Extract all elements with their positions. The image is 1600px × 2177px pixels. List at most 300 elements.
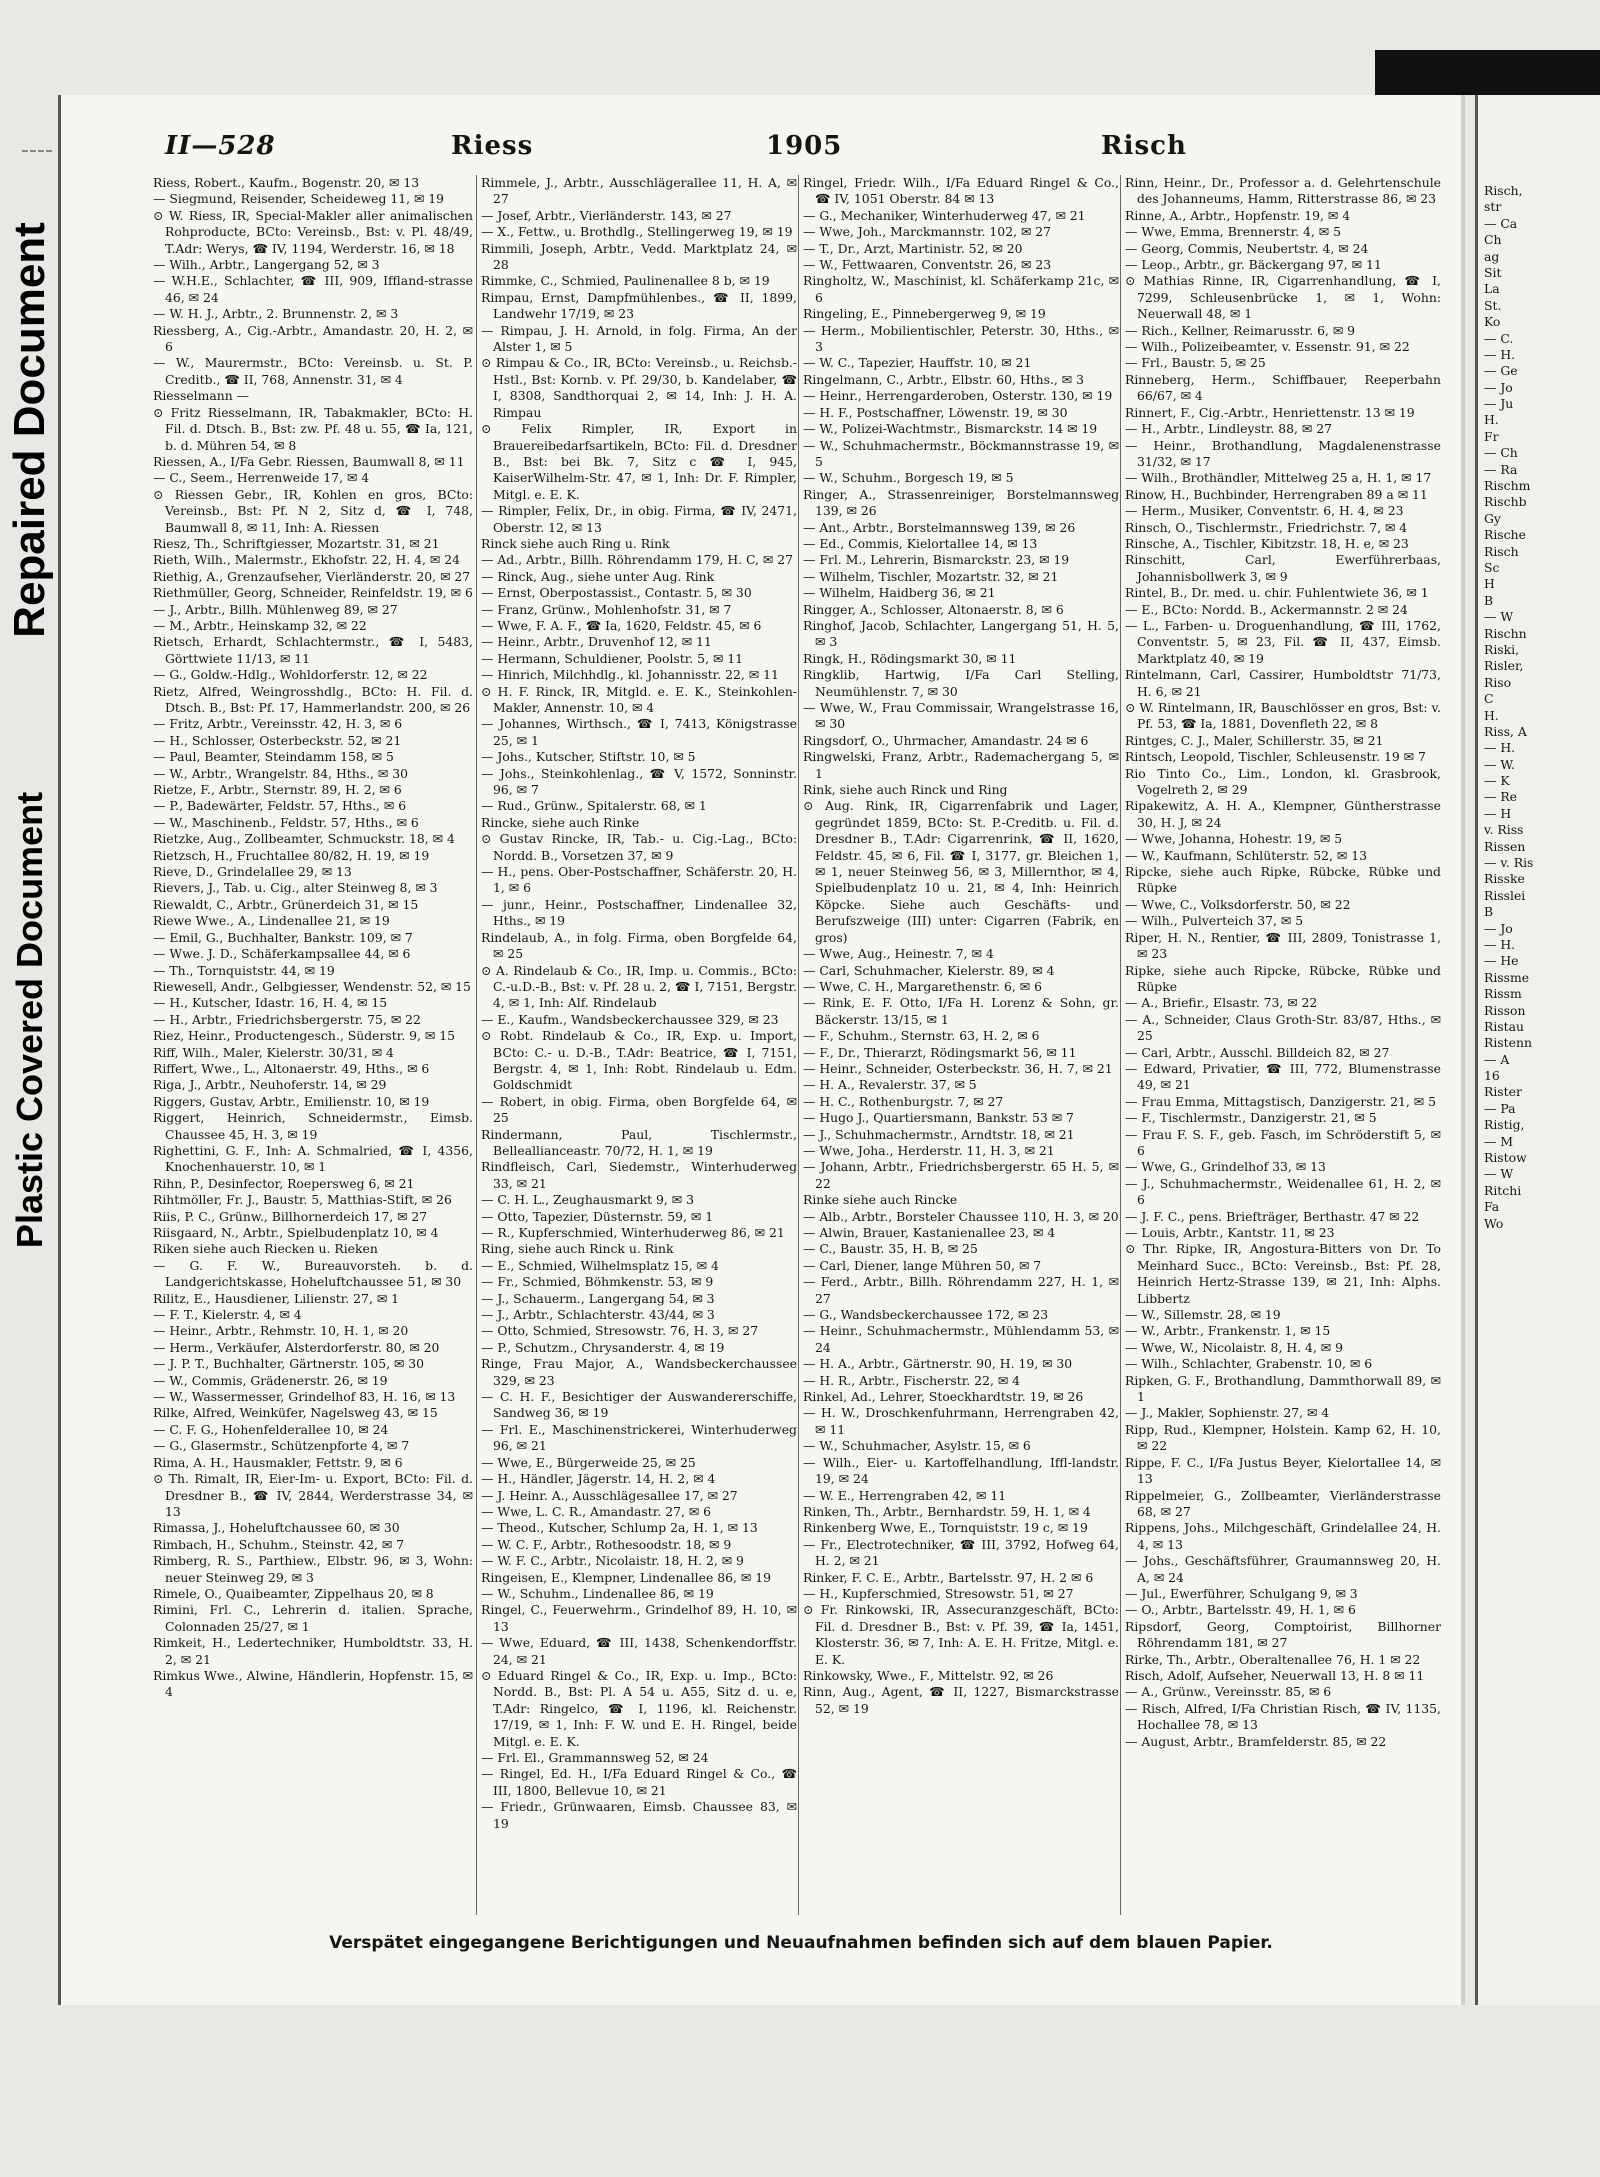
directory-entry: — W., Arbtr., Frankenstr. 1, ✉ 15	[1125, 1323, 1331, 1339]
directory-entry: — Rich., Kellner, Reimarusstr. 6, ✉ 9	[1125, 322, 1356, 338]
directory-entry: — Wwe. J. D., Schäferkampsallee 44, ✉ 6	[153, 946, 411, 962]
fragment-line: Riso	[1484, 674, 1512, 690]
fragment-line: Sit	[1484, 264, 1502, 280]
directory-entry: — J., Schuhmachermstr., Arndtstr. 18, ✉ 21	[803, 1126, 1075, 1142]
directory-entry: Rietze, F., Arbtr., Sternstr. 89, H. 2, ✉ 6	[153, 782, 402, 798]
directory-entry: — Wilhelm, Haidberg 36, ✉ 21	[803, 585, 996, 601]
directory-entry: — Hugo J., Quartiersmann, Bankstr. 53 ✉ 7	[803, 1110, 1074, 1126]
directory-entry: — W., Schuhmacher, Asylstr. 15, ✉ 6	[803, 1438, 1031, 1454]
directory-entry: — Ed., Commis, Kielortallee 14, ✉ 13	[803, 535, 1038, 551]
directory-entry: — J., Schuhmachermstr., Weidenallee 61, H. 2, ✉ 6	[1125, 1175, 1441, 1208]
directory-entry: — Ad., Arbtr., Billh. Röhrendamm 179, H. C, ✉ 27	[481, 552, 794, 568]
directory-entry: ⊙ Riessen Gebr., IR, Kohlen en gros, BCto: Vereinsb., Bst: Pf. N 2, Sitz d, ☎ I, 748, Baumwall 8, ✉ 11, Inh: A. Riessen	[153, 486, 473, 535]
directory-entry: — Franz, Grünw., Mohlenhofstr. 31, ✉ 7	[481, 601, 732, 617]
directory-entry: — G., Wandsbeckerchaussee 172, ✉ 23	[803, 1307, 1049, 1323]
directory-entry: — P., Schutzm., Chrysanderstr. 4, ✉ 19	[481, 1339, 725, 1355]
fragment-line: — Ju	[1484, 396, 1514, 412]
directory-entry: Riethmüller, Georg, Schneider, Reinfeldstr. 19, ✉ 6	[153, 585, 473, 601]
directory-entry: — junr., Heinr., Postschaffner, Lindenallee 32, Hths., ✉ 19	[481, 896, 797, 929]
directory-entry: Riez, Heinr., Productengesch., Süderstr. 9, ✉ 15	[153, 1028, 455, 1044]
directory-entry: — Johann, Arbtr., Friedrichsbergerstr. 65 H. 5, ✉ 22	[803, 1159, 1119, 1191]
directory-entry: — C. H. L., Zeughausmarkt 9, ✉ 3	[481, 1192, 694, 1208]
directory-entry: Rinschitt, Carl, Ewerführerbaas, Johannisbollwerk 3, ✉ 9	[1125, 552, 1441, 584]
directory-entry: — O., Arbtr., Bartelsstr. 49, H. 1, ✉ 6	[1125, 1602, 1356, 1618]
fragment-line: Rischb	[1484, 494, 1527, 510]
directory-entry: Rietsch, Erhardt, Schlachtermstr., ☎ I, 5483, Görttwiete 11/13, ✉ 11	[153, 634, 473, 666]
directory-entry: — Wwe, Eduard, ☎ III, 1438, Schenkendorffstr. 24, ✉ 21	[481, 1635, 797, 1667]
directory-entry: — W., Maschinenb., Feldstr. 57, Hths., ✉ 6	[153, 814, 419, 830]
directory-entry: — Wwe, Johanna, Hohestr. 19, ✉ 5	[1125, 831, 1343, 847]
directory-entry: — Siegmund, Reisender, Scheideweg 11, ✉ 19	[153, 191, 445, 207]
directory-entry: — H., Kupferschmied, Stresowstr. 51, ✉ 27	[803, 1585, 1074, 1601]
directory-entry: — Th., Tornquiststr. 44, ✉ 19	[153, 962, 335, 978]
directory-entry: — Frl., Baustr. 5, ✉ 25	[1125, 355, 1266, 371]
fragment-line: — Jo	[1484, 920, 1513, 936]
fragment-line: Wo	[1484, 1215, 1504, 1231]
directory-entry: — Wilh., Schlachter, Grabenstr. 10, ✉ 6	[1125, 1356, 1373, 1372]
directory-entry: — Wilh., Pulverteich 37, ✉ 5	[1125, 913, 1304, 929]
fragment-line: 16	[1484, 1068, 1500, 1084]
directory-entry: — W., Sillemstr. 28, ✉ 19	[1125, 1307, 1281, 1323]
fragment-line: Ch	[1484, 232, 1502, 248]
entry-columns	[153, 175, 1443, 1915]
directory-entry: — W. F. C., Arbtr., Nicolaistr. 18, H. 2, ✉ 9	[481, 1553, 744, 1569]
directory-entry: — Herm., Verkäufer, Alsterdorferstr. 80, ✉ 20	[153, 1339, 440, 1355]
fragment-line: — Pa	[1484, 1100, 1516, 1116]
directory-entry: — W. H. J., Arbtr., 2. Brunnenstr. 2, ✉ 3	[153, 306, 399, 322]
directory-entry: Ringeisen, E., Klempner, Lindenallee 86, ✉ 19	[481, 1569, 771, 1585]
directory-entry: ⊙ W. Riess, IR, Special-Makler aller animalischen Rohproducte, BCto: Vereinsb., Bst: v. Pl. 48/49, T.Adr: Werys, ☎ IV, 1194, Werderstr. 16, ✉ 18	[153, 207, 473, 256]
directory-entry: — J., Arbtr., Schlachterstr. 43/44, ✉ 3	[481, 1307, 715, 1323]
directory-entry: — G. F. W., Bureauvorsteh. b. d. Landgerichtskasse, Hoheluftchaussee 51, ✉ 30	[153, 1257, 473, 1290]
fragment-line: Rister	[1484, 1084, 1522, 1100]
fragment-line: v. Riss	[1484, 822, 1524, 838]
directory-entry: — Rinck, Aug., siehe unter Aug. Rink	[481, 568, 715, 584]
directory-entry: ⊙ Thr. Ripke, IR, Angostura-Bitters von Dr. To Meinhard Succ., BCto: Vereinsb., Bst: Pf. 28, Heinrich Hertz-Strasse 139, ✉ 21, Inh: Alphs. Libbertz	[1125, 1241, 1441, 1306]
directory-entry: Rinne, A., Arbtr., Hopfenstr. 19, ✉ 4	[1125, 207, 1351, 223]
directory-entry: — Risch, Alfred, I/Fa Christian Risch, ☎ IV, 1135, Hochallee 78, ✉ 13	[1125, 1700, 1441, 1733]
directory-entry: — X., Fettw., u. Brothdlg., Stellingerweg 19, ✉ 19	[481, 224, 793, 240]
fragment-line: — A	[1484, 1051, 1510, 1067]
directory-entry: — Frl. El., Grammannsweg 52, ✉ 24	[481, 1750, 709, 1765]
directory-entry: Rinkel, Ad., Lehrer, Stoeckhardtstr. 19, ✉ 26	[803, 1389, 1084, 1405]
directory-entry: — Johs., Kutscher, Stiftstr. 10, ✉ 5	[481, 749, 696, 765]
fragment-line: Risch,	[1484, 183, 1523, 198]
directory-entry: — W., Maurermstr., BCto: Vereinsb. u. St. P. Creditb., ☎ II, 768, Annenstr. 31, ✉ 4	[153, 355, 473, 387]
directory-entry: — F. T., Kielerstr. 4, ✉ 4	[153, 1307, 302, 1323]
directory-entry: Rihtmöller, Fr. J., Baustr. 5, Matthias-Stift, ✉ 26	[153, 1192, 452, 1208]
directory-entry: — P., Badewärter, Feldstr. 57, Hths., ✉ 6	[153, 798, 407, 814]
directory-entry: Riggers, Gustav, Arbtr., Emilienstr. 10, ✉ 19	[153, 1093, 430, 1109]
fragment-line: Fr	[1484, 428, 1499, 444]
directory-entry: — Frl. E., Maschinenstrickerei, Winterhuderweg 96, ✉ 21	[481, 1421, 797, 1454]
directory-entry: Rieth, Wilh., Malermstr., Ekhofstr. 22, H. 4, ✉ 24	[153, 552, 460, 568]
directory-entry: ⊙ Th. Rimalt, IR, Eier-Im- u. Export, BCto: Fil. d. Dresdner B., ☎ IV, 2844, Werderstrasse 34, ✉ 13	[153, 1471, 473, 1519]
directory-entry: Ringeling, E., Pinnebergerweg 9, ✉ 19	[803, 306, 1046, 322]
directory-entry: Ring, siehe auch Rinck u. Rink	[481, 1241, 674, 1257]
directory-entry: — Wilh., Brothändler, Mittelweg 25 a, H. 1, ✉ 17	[1125, 470, 1432, 486]
directory-entry: — H. F., Postschaffner, Löwenstr. 19, ✉ 30	[803, 404, 1068, 420]
directory-entry: Rimbach, H., Schuhm., Steinstr. 42, ✉ 7	[153, 1536, 405, 1552]
directory-entry: Rinsche, A., Tischler, Kibitzstr. 18, H. e, ✉ 23	[1125, 535, 1409, 551]
directory-entry: Rincke, siehe auch Rinke	[481, 814, 640, 830]
directory-entry: Rinn, Aug., Agent, ☎ II, 1227, Bismarckstrasse 52, ✉ 19	[803, 1684, 1119, 1716]
fragment-line: — H.	[1484, 936, 1516, 952]
directory-entry: Rieve, D., Grindelallee 29, ✉ 13	[153, 864, 352, 880]
directory-entry: ⊙ Felix Rimpler, IR, Export in Brauereibedarfsartikeln, BCto: Fil. d. Dresdner B., Bst: bei Bk. 7, Sitz c ☎ I, 945, KaiserWilhelm-Str. 47, ✉ 1, Inh: Dr. F. Rimpler, Mitgl. e. E. K.	[481, 421, 797, 502]
fragment-line: H	[1484, 576, 1495, 592]
directory-entry: — H., Arbtr., Friedrichsbergerstr. 75, ✉ 22	[153, 1011, 421, 1027]
directory-entry: Rimmke, C., Schmied, Paulinenallee 8 b, ✉ 19	[481, 273, 770, 289]
directory-entry: ⊙ A. Rindelaub & Co., IR, Imp. u. Commis., BCto: C.-u.D.-B., Bst: v. Pf. 28 u. 2, ☎ I, 7151, Bergstr. 4, ✉ 1, Inh: Alf. Rindelaub	[481, 962, 797, 1011]
directory-entry: — W., Kaufmann, Schlüterstr. 52, ✉ 13	[1125, 847, 1367, 863]
directory-entry: Riffert, Wwe., L., Altonaerstr. 49, Hths., ✉ 6	[153, 1060, 430, 1076]
directory-entry: Riesz, Th., Schriftgiesser, Mozartstr. 31, ✉ 21	[153, 535, 440, 551]
directory-entry: — A., Grünw., Vereinsstr. 85, ✉ 6	[1125, 1684, 1332, 1700]
fragment-line: Ko	[1484, 314, 1501, 330]
directory-entry: Rinsch, O., Tischlermstr., Friedrichstr. 7, ✉ 4	[1125, 519, 1408, 535]
directory-entry: — W., Schuhm., Lindenallee 86, ✉ 19	[481, 1585, 714, 1601]
directory-entry: — J., Arbtr., Billh. Mühlenweg 89, ✉ 27	[153, 601, 398, 617]
directory-entry: — Herm., Musiker, Conventstr. 6, H. 4, ✉ 23	[1125, 503, 1404, 519]
directory-entry: Ringsdorf, O., Uhrmacher, Amandastr. 24 ✉ 6	[803, 732, 1089, 748]
directory-entry: — Wwe, Aug., Heinestr. 7, ✉ 4	[803, 946, 994, 962]
directory-entry: Riewesell, Andr., Gelbgiesser, Wendenstr. 52, ✉ 15	[153, 978, 471, 994]
fragment-line: — C.	[1484, 330, 1514, 346]
directory-entry: — A., Briefir., Elsastr. 73, ✉ 22	[1125, 995, 1318, 1011]
page-number: II—528	[165, 131, 276, 161]
directory-entry: Rindermann, Paul, Tischlermstr., Belleallianceastr. 70/72, H. 1, ✉ 19	[481, 1126, 797, 1158]
directory-entry: — Friedr., Grünwaaren, Eimsb. Chaussee 83, ✉ 19	[481, 1799, 797, 1831]
directory-entry: Rietzsch, H., Fruchtallee 80/82, H. 19, ✉ 19	[153, 847, 430, 863]
directory-entry: — Wwe, W., Nicolaistr. 8, H. 4, ✉ 9	[1125, 1339, 1343, 1355]
fragment-line: — H.	[1484, 740, 1516, 756]
directory-entry: Rippens, Johs., Milchgeschäft, Grindelallee 24, H. 4, ✉ 13	[1125, 1520, 1441, 1552]
fragment-line: — He	[1484, 953, 1519, 969]
directory-entry: — Ringel, Ed. H., I/Fa Eduard Ringel & Co., ☎ III, 1800, Bellevue 10, ✉ 21	[481, 1766, 797, 1798]
directory-entry: Riethig, A., Grenzaufseher, Vierländerstr. 20, ✉ 27	[153, 568, 471, 584]
fragment-line: St.	[1484, 297, 1502, 313]
directory-entry: Rimele, O., Quaibeamter, Zippelhaus 20, ✉ 8	[153, 1585, 434, 1601]
fragment-line: Ritchi	[1484, 1182, 1522, 1198]
fragment-line: Ristig,	[1484, 1117, 1525, 1133]
directory-entry: ⊙ Rimpau & Co., IR, BCto: Vereinsb., u. Reichsb.-Hstl., Bst: Kornb. v. Pf. 29/30, b. Kandelaber, ☎ I, 8308, Sandthorquai 2, ✉ 14, Inh: J. H. A. Rimpau	[481, 355, 797, 420]
directory-entry: — F., Dr., Thierarzt, Rödingsmarkt 56, ✉ 11	[803, 1044, 1077, 1060]
directory-entry: — Wwe, C. H., Margarethenstr. 6, ✉ 6	[803, 978, 1043, 994]
directory-entry: — Hinrich, Milchhdlg., kl. Johannisstr. 22, ✉ 11	[481, 667, 779, 683]
directory-entry: — H. A., Arbtr., Gärtnerstr. 90, H. 19, ✉ 30	[803, 1356, 1073, 1372]
directory-entry: — J. P. T., Buchhalter, Gärtnerstr. 105, ✉ 30	[153, 1356, 425, 1372]
directory-entry: — W.H.E., Schlachter, ☎ III, 909, Iffland-strasse 46, ✉ 24	[153, 273, 473, 305]
directory-entry: — Edward, Privatier, ☎ III, 772, Blumenstrasse 49, ✉ 21	[1125, 1060, 1441, 1093]
directory-entry: — T., Dr., Arzt, Martinistr. 52, ✉ 20	[803, 240, 1023, 256]
directory-entry: Ringhof, Jacob, Schlachter, Langergang 51, H. 5, ✉ 3	[803, 617, 1119, 650]
directory-entry: — G., Glasermstr., Schützenpforte 4, ✉ 7	[153, 1438, 410, 1454]
fragment-line: — W.	[1484, 756, 1515, 772]
fragment-line: Gy	[1484, 510, 1501, 526]
directory-entry: — Fr., Electrotechniker, ☎ III, 3792, Hofweg 64, H. 2, ✉ 21	[803, 1536, 1119, 1569]
directory-entry: Rinken, Th., Arbtr., Bernhardstr. 59, H. 1, ✉ 4	[803, 1503, 1091, 1519]
directory-entry: — Leop., Arbtr., gr. Bäckergang 97, ✉ 11	[1125, 257, 1382, 273]
directory-entry: ⊙ Mathias Rinne, IR, Cigarrenhandlung, ☎ I, 7299, Schleusenbrücke 1, ✉ 1, Wohn: Neuerwall 48, ✉ 1	[1125, 273, 1441, 322]
directory-entry: Rietz, Alfred, Weingrosshdlg., BCto: H. Fil. d. Dtsch. B., Bst: Pf. 17, Hammerlandstr. 200, ✉ 26	[153, 683, 473, 715]
fragment-line: Fa	[1484, 1199, 1500, 1215]
directory-entry: Riggert, Heinrich, Schneidermstr., Eimsb. Chaussee 45, H. 3, ✉ 19	[153, 1110, 473, 1142]
directory-entry: Riken siehe auch Riecken u. Rieken	[153, 1241, 378, 1257]
directory-entry: Riewaldt, C., Arbtr., Grünerdeich 31, ✉ 15	[153, 896, 419, 912]
directory-entry: — J. Heinr. A., Ausschlägesallee 17, ✉ 27	[481, 1487, 738, 1503]
directory-entry: — C., Seem., Herrenweide 17, ✉ 4	[153, 470, 370, 486]
directory-entry: — H. C., Rothenburgstr. 7, ✉ 27	[803, 1093, 1004, 1109]
directory-entry: ⊙ W. Rintelmann, IR, Bauschlösser en gros, Bst: v. Pf. 53, ☎ Ia, 1881, Dovenfleth 22, ✉ 8	[1125, 700, 1441, 732]
directory-entry: — Fr., Schmied, Böhmkenstr. 53, ✉ 9	[481, 1274, 714, 1290]
directory-entry: — Wwe, F. A. F., ☎ Ia, 1620, Feldstr. 45, ✉ 6	[481, 617, 762, 633]
repaired-document-label: Repaired Document	[5, 222, 55, 638]
fragment-line: Risske	[1484, 871, 1525, 887]
plastic-covered-label: Plastic Covered Document	[9, 791, 51, 1249]
directory-entry: Rippelmeier, G., Zollbeamter, Vierländerstrasse 68, ✉ 27	[1125, 1487, 1441, 1519]
fragment-line: Rissen	[1484, 838, 1526, 854]
directory-entry: — Wwe, Joh., Marckmannstr. 102, ✉ 27	[803, 224, 1052, 240]
directory-entry: — A., Schneider, Claus Groth-Str. 83/87, Hths., ✉ 25	[1125, 1011, 1441, 1044]
directory-entry: Rippe, F. C., I/Fa Justus Beyer, Kielortallee 14, ✉ 13	[1125, 1454, 1441, 1487]
directory-entry: — H., Kutscher, Idastr. 16, H. 4, ✉ 15	[153, 995, 388, 1011]
directory-entry: — W., Schuhm., Borgesch 19, ✉ 5	[803, 470, 1014, 486]
directory-entry: Ripken, G. F., Brothandlung, Dammthorwall 89, ✉ 1	[1125, 1372, 1441, 1405]
fragment-line: Rischn	[1484, 625, 1527, 641]
fragment-line: — W	[1484, 1166, 1514, 1182]
fragment-line: — M	[1484, 1133, 1514, 1149]
fragment-line: La	[1484, 281, 1500, 297]
directory-entry: — Ferd., Arbtr., Billh. Röhrendamm 227, H. 1, ✉ 27	[803, 1274, 1119, 1306]
directory-entry: Ringwelski, Franz, Arbtr., Rademachergang 5, ✉ 1	[803, 749, 1119, 781]
directory-entry: Riewe Wwe., A., Lindenallee 21, ✉ 19	[153, 913, 390, 929]
directory-entry: ⊙ Fr. Rinkowski, IR, Assecuranzgeschäft, BCto: Fil. d. Dresdner B., Bst: v. Pf. 39, ☎ Ia, 1451, Klosterstr. 36, ✉ 7, Inh: A. E. H. Fritze, Mitgl. e. E. K.	[803, 1602, 1119, 1667]
directory-entry: Rinn, Heinr., Dr., Professor a. d. Gelehrtenschule des Johanneums, Hamm, Ritterstrasse 86, ✉ 23	[1125, 175, 1441, 207]
directory-entry: — Ernst, Oberpostassist., Contastr. 5, ✉ 30	[481, 585, 752, 601]
directory-entry: — L., Farben- u. Droguenhandlung, ☎ III, 1762, Conventstr. 5, ✉ 23, Fil. ☎ II, 437, Eimsb. Marktplatz 40, ✉ 19	[1125, 617, 1441, 666]
directory-entry: — Carl, Diener, lange Mühren 50, ✉ 7	[803, 1257, 1042, 1273]
directory-entry: Riesselmann —	[153, 388, 250, 404]
fragment-line: H.	[1484, 707, 1499, 723]
directory-entry: ⊙ Gustav Rincke, IR, Tab.- u. Cig.-Lag., BCto: Nordd. B., Vorsetzen 37, ✉ 9	[481, 831, 797, 863]
directory-entry: — Heinr., Schuhmachermstr., Mühlendamm 53, ✉ 24	[803, 1323, 1119, 1355]
directory-entry: — E., Schmied, Wilhelmsplatz 15, ✉ 4	[481, 1257, 719, 1273]
directory-entry: — H., Schlosser, Osterbeckstr. 52, ✉ 21	[153, 732, 402, 748]
fragment-line: Rissme	[1484, 969, 1530, 985]
directory-entry: Riis, P. C., Grünw., Billhornerdeich 17, ✉ 27	[153, 1208, 428, 1224]
directory-entry: Rinneberg, Herm., Schiffbauer, Reeperbahn 66/67, ✉ 4	[1125, 371, 1441, 404]
directory-entry: — Heinr., Arbtr., Druvenhof 12, ✉ 11	[481, 634, 712, 650]
header-year: 1905	[766, 131, 843, 161]
directory-entry: — Carl, Schuhmacher, Kielerstr. 89, ✉ 4	[803, 962, 1055, 978]
corner-black-patch	[1375, 50, 1600, 95]
directory-entry: Ringer, A., Strassenreiniger, Borstelmannsweg 139, ✉ 26	[803, 486, 1119, 519]
directory-entry: — H., Händler, Jägerstr. 14, H. 2, ✉ 4	[481, 1471, 716, 1487]
directory-entry: Rilke, Alfred, Weinküfer, Nagelsweg 43, ✉ 15	[153, 1405, 438, 1421]
directory-entry: — W., Schuhmachermstr., Böckmannstrasse 19, ✉ 5	[803, 437, 1119, 469]
column-2	[476, 175, 797, 1915]
fragment-line: — Ge	[1484, 363, 1518, 379]
directory-entry: — W. C., Tapezier, Hauffstr. 10, ✉ 21	[803, 355, 1032, 371]
directory-entry: — Robert, in obig. Firma, oben Borgfelde 64, ✉ 25	[481, 1093, 797, 1126]
directory-entry: — Heinr., Brothandlung, Magdalenenstrasse 31/32, ✉ 17	[1125, 437, 1441, 469]
directory-entry: — Alb., Arbtr., Borsteler Chaussee 110, H. 3, ✉ 20	[803, 1208, 1119, 1224]
directory-entry: Rinke siehe auch Rincke	[803, 1192, 958, 1208]
fragment-line: — W	[1484, 609, 1514, 625]
directory-entry: — Ant., Arbtr., Borstelmannsweg 139, ✉ 26	[803, 519, 1076, 535]
directory-entry: Rimmili, Joseph, Arbtr., Vedd. Marktplatz 24, ✉ 28	[481, 240, 797, 273]
directory-entry: — Wwe, E., Bürgerweide 25, ✉ 25	[481, 1454, 696, 1470]
directory-entry: Ringklib, Hartwig, I/Fa Carl Stelling, Neumühlenstr. 7, ✉ 30	[803, 667, 1119, 699]
directory-entry: — Wilh., Polizeibeamter, v. Essenstr. 91, ✉ 22	[1125, 339, 1410, 355]
directory-entry: — Rink, E. F. Otto, I/Fa H. Lorenz & Sohn, gr. Bäckerstr. 13/15, ✉ 1	[803, 995, 1119, 1027]
column-3	[798, 175, 1119, 1915]
directory-entry: Ringel, Friedr. Wilh., I/Fa Eduard Ringel & Co., ☎ IV, 1051 Oberstr. 84 ✉ 13	[803, 175, 1119, 207]
fragment-line: Risch	[1484, 543, 1519, 559]
directory-entry: Ripakewitz, A. H. A., Klempner, Güntherstrasse 30, H. J, ✉ 24	[1125, 798, 1441, 830]
fragment-line: Rische	[1484, 527, 1526, 543]
directory-entry: — Jul., Ewerführer, Schulgang 9, ✉ 3	[1125, 1585, 1358, 1601]
directory-entry: ⊙ Aug. Rink, IR, Cigarrenfabrik und Lager, gegründet 1859, BCto: St. P.-Creditb. u. Fil. d. Dresdner B., T.Adr: Cigarrenrink, ☎ II, 1620, Feldstr. 45, ✉ 6, Fil. ☎ I, 3177, gr. Bleichen 1, ✉ 1, neuer Steinweg 56, ✉ 3, Millernthor, ✉ 4, Spielbudenplatz 10 u. 21, ✉ 4, Inh: Heinrich Köpcke. Siehe auch Geschäfts- und Berufszweige (III) unter: Cigarren (Fabrik, en gros)	[803, 798, 1119, 945]
directory-entry: Rinkenberg Wwe, E., Tornquiststr. 19 c, ✉ 19	[803, 1520, 1088, 1536]
directory-entry: Rindfleisch, Carl, Siedemstr., Winterhuderweg 33, ✉ 21	[481, 1159, 797, 1191]
directory-entry: — Louis, Arbtr., Kantstr. 11, ✉ 23	[1125, 1225, 1335, 1240]
directory-entry: — Fritz, Arbtr., Vereinsstr. 42, H. 3, ✉ 6	[153, 716, 403, 732]
fragment-line: — Ca	[1484, 215, 1518, 231]
directory-entry: Rintges, C. J., Maler, Schillerstr. 35, ✉ 21	[1125, 732, 1384, 748]
directory-entry: — Rimpler, Felix, Dr., in obig. Firma, ☎ IV, 2471, Oberstr. 12, ✉ 13	[481, 503, 797, 535]
directory-entry: — Rud., Grünw., Spitalerstr. 68, ✉ 1	[481, 798, 707, 814]
fragment-line: — H.	[1484, 346, 1516, 362]
fragment-line: Rischm	[1484, 478, 1531, 494]
directory-entry: ⊙ Eduard Ringel & Co., IR, Exp. u. Imp., BCto: Nordd. B., Bst: Pl. A 54 u. A55, Sitz d. u. e, T.Adr: Ringelco, ☎ I, 1196, kl. Reichenstr. 17/19, ✉ 1, Inh: F. W. und E. H. Ringel, beide Mitgl. e. E. K.	[481, 1667, 797, 1749]
directory-entry: — Carl, Arbtr., Ausschl. Billdeich 82, ✉ 27	[1125, 1044, 1390, 1060]
directory-entry: Riga, J., Arbtr., Neuhoferstr. 14, ✉ 29	[153, 1077, 387, 1093]
directory-entry: Ripp, Rud., Klempner, Holstein. Kamp 62, H. 10, ✉ 22	[1125, 1421, 1441, 1454]
directory-entry: — H., pens. Ober-Postschaffner, Schäferstr. 20, H. 1, ✉ 6	[481, 864, 797, 896]
directory-entry: Rimmele, J., Arbtr., Ausschlägerallee 11, H. A, ✉ 27	[481, 175, 797, 207]
directory-entry: Rima, A. H., Hausmakler, Fettstr. 9, ✉ 6	[153, 1454, 403, 1470]
directory-entry: — Paul, Beamter, Steindamm 158, ✉ 5	[153, 749, 394, 765]
directory-entry: Rindelaub, A., in folg. Firma, oben Borgfelde 64, ✉ 25	[481, 929, 797, 962]
directory-entry: — Alwin, Brauer, Kastanienallee 23, ✉ 4	[803, 1225, 1056, 1240]
directory-entry: — Wilh., Arbtr., Langergang 52, ✉ 3	[153, 257, 380, 273]
directory-entry: Rihn, P., Desinfector, Roepersweg 6, ✉ 21	[153, 1175, 415, 1191]
directory-entry: Riessen, A., I/Fa Gebr. Riessen, Baumwall 8, ✉ 11	[153, 453, 465, 469]
directory-entry: — H. A., Revalerstr. 37, ✉ 5	[803, 1077, 977, 1093]
fragment-line: Ristenn	[1484, 1035, 1532, 1051]
directory-entry: — Heinr., Herrengarderoben, Osterstr. 130, ✉ 19	[803, 388, 1113, 404]
directory-entry: — Emil, G., Buchhalter, Bankstr. 109, ✉ 7	[153, 929, 413, 945]
directory-entry: — Johannes, Wirthsch., ☎ I, 7413, Königstrasse 25, ✉ 1	[481, 716, 797, 748]
directory-entry: Rievers, J., Tab. u. Cig., alter Steinweg 8, ✉ 3	[153, 880, 438, 896]
column-4	[1120, 175, 1441, 1915]
directory-entry: Rinnert, F., Cig.-Arbtr., Henriettenstr. 13 ✉ 19	[1125, 404, 1415, 420]
directory-entry: Ringk, H., Rödingsmarkt 30, ✉ 11	[803, 650, 1017, 666]
footer-note: Verspätet eingegangene Berichtigungen und Neuaufnahmen befinden sich auf dem blauen Papier.	[329, 1933, 1273, 1953]
directory-entry: — H., Arbtr., Lindleystr. 88, ✉ 27	[1125, 421, 1333, 437]
fragment-line: — Re	[1484, 789, 1517, 805]
directory-entry: — J., Schauerm., Langergang 54, ✉ 3	[481, 1290, 715, 1306]
directory-entry: — Heinr., Schneider, Osterbeckstr. 36, H. 7, ✉ 21	[803, 1060, 1113, 1076]
directory-entry: Rintsch, Leopold, Tischler, Schleusenstr. 19 ✉ 7	[1125, 749, 1426, 765]
directory-entry: Riess, Robert., Kaufm., Bogenstr. 20, ✉ 13	[153, 175, 420, 190]
directory-entry: — Johs., Steinkohlenlag., ☎ V, 1572, Sonninstr. 96, ✉ 7	[481, 765, 797, 798]
directory-entry: Rintel, B., Dr. med. u. chir. Fuhlentwiete 36, ✉ 1	[1125, 585, 1429, 601]
fragment-line: B	[1484, 904, 1494, 920]
directory-entry: ⊙ Robt. Rindelaub & Co., IR, Exp. u. Import, BCto: C.- u. D.-B., T.Adr: Beatrice, ☎ I, 7151, Bergstr. 4, ✉ 1, Inh: Robt. Rindelaub u. Edm. Goldschmidt	[481, 1028, 797, 1093]
directory-entry: Riessberg, A., Cig.-Arbtr., Amandastr. 20, H. 2, ✉ 6	[153, 322, 473, 355]
directory-entry: Rimkeit, H., Ledertechniker, Humboldtstr. 33, H. 2, ✉ 21	[153, 1635, 473, 1667]
fragment-line: Ristow	[1484, 1150, 1527, 1166]
adjacent-page-fragment	[1475, 95, 1600, 2005]
directory-entry: — E., Kaufm., Wandsbeckerchaussee 329, ✉ 23	[481, 1011, 779, 1027]
directory-entry: — G., Goldw.-Hdlg., Wohldorferstr. 12, ✉ 22	[153, 667, 428, 683]
directory-entry: — E., BCto: Nordd. B., Ackermannstr. 2 ✉ 24	[1125, 601, 1408, 617]
directory-entry: — Wwe, W., Frau Commissair, Wrangelstrasse 16, ✉ 30	[803, 700, 1119, 732]
directory-entry: Rinkowsky, Wwe., F., Mittelstr. 92, ✉ 26	[803, 1667, 1054, 1683]
directory-entry: Ripsdorf, Georg, Comptoirist, Billhorner Röhrendamm 181, ✉ 27	[1125, 1618, 1441, 1651]
directory-entry: — F., Tischlermstr., Danzigerstr. 21, ✉ 5	[1125, 1110, 1377, 1126]
directory-entry: — Frau Emma, Mittagstisch, Danzigerstr. 21, ✉ 5	[1125, 1093, 1436, 1109]
directory-entry: — Wwe, G., Grindelhof 33, ✉ 13	[1125, 1159, 1326, 1175]
directory-entry: Ringelmann, C., Arbtr., Elbstr. 60, Hths., ✉ 3	[803, 371, 1084, 387]
fragment-line: B	[1484, 592, 1494, 608]
fragment-line: — H	[1484, 805, 1512, 821]
directory-entry: Riisgaard, N., Arbtr., Spielbudenplatz 10, ✉ 4	[153, 1225, 439, 1240]
directory-entry: Ripcke, siehe auch Ripke, Rübcke, Rübke und Rüpke	[1125, 864, 1441, 896]
directory-entry: — August, Arbtr., Bramfelderstr. 85, ✉ 22	[1125, 1733, 1387, 1749]
directory-entry: — H. W., Droschkenfuhrmann, Herrengraben 42, ✉ 11	[803, 1405, 1119, 1437]
directory-entry: — Theod., Kutscher, Schlump 2a, H. 1, ✉ 13	[481, 1520, 758, 1536]
directory-entry: Rintelmann, Carl, Cassirer, Humboldtstr 71/73, H. 6, ✉ 21	[1125, 667, 1441, 699]
directory-entry: — Wilh., Eier- u. Kartoffelhandlung, Iffl-landstr. 19, ✉ 24	[803, 1454, 1119, 1487]
fragment-line: ag	[1484, 248, 1500, 264]
directory-entry: Riff, Wilh., Maler, Kielerstr. 30/31, ✉ 4	[153, 1044, 394, 1060]
directory-entry: — Wwe, C., Volksdorferstr. 50, ✉ 22	[1125, 896, 1351, 912]
directory-entry: — W. E., Herrengraben 42, ✉ 11	[803, 1487, 1007, 1503]
directory-entry: Rimkus Wwe., Alwine, Händlerin, Hopfenstr. 15, ✉ 4	[153, 1667, 473, 1700]
directory-entry: — Otto, Tapezier, Düsternstr. 59, ✉ 1	[481, 1208, 714, 1224]
directory-entry: — Rimpau, J. H. Arnold, in folg. Firma, An der Alster 1, ✉ 5	[481, 322, 797, 355]
directory-entry: Ringholtz, W., Maschinist, kl. Schäferkamp 21c, ✉ 6	[803, 273, 1119, 305]
directory-entry: — Herm., Mobilientischler, Peterstr. 30, Hths., ✉ 3	[803, 322, 1119, 355]
directory-entry: — Johs., Geschäftsführer, Graumannsweg 20, H. A, ✉ 24	[1125, 1553, 1441, 1585]
directory-entry: ⊙ H. F. Rinck, IR, Mitgld. e. E. K., Steinkohlen-Makler, Annenstr. 10, ✉ 4	[481, 683, 797, 715]
directory-entry: Rimberg, R. S., Parthiew., Elbstr. 96, ✉ 3, Wohn: neuer Steinweg 29, ✉ 3	[153, 1553, 473, 1585]
fragment-line: Ristau	[1484, 1018, 1524, 1034]
directory-entry: Rilitz, E., Hausdiener, Lilienstr. 27, ✉ 1	[153, 1290, 400, 1306]
directory-entry: — Wwe, L. C. R., Amandastr. 27, ✉ 6	[481, 1503, 712, 1519]
directory-page	[58, 95, 1461, 2005]
directory-entry: — W., Arbtr., Wrangelstr. 84, Hths., ✉ 30	[153, 765, 409, 781]
directory-entry: Ringel, C., Feuerwehrm., Grindelhof 89, H. 10, ✉ 13	[481, 1602, 797, 1634]
fragment-line: — v. Ris	[1484, 855, 1534, 871]
directory-entry: — Frl. M., Lehrerin, Bismarckstr. 23, ✉ 19	[803, 552, 1070, 568]
fragment-line: — K	[1484, 773, 1510, 789]
fragment-line: Riski,	[1484, 641, 1520, 657]
adjacent-page-column	[1478, 95, 1600, 1232]
directory-entry: Ringger, A., Schlosser, Altonaerstr. 8, ✉ 6	[803, 601, 1064, 617]
directory-entry: Ringe, Frau Major, A., Wandsbeckerchaussee 329, ✉ 23	[481, 1356, 797, 1388]
directory-entry: Rink, siehe auch Rinck und Ring	[803, 782, 1008, 798]
directory-entry: — Wwe, Emma, Brennerstr. 4, ✉ 5	[1125, 224, 1342, 240]
directory-entry: Righettini, G. F., Inh: A. Schmalried, ☎ I, 4356, Knochenhauerstr. 10, ✉ 1	[153, 1142, 473, 1175]
directory-entry: — C. H. F., Besichtiger der Auswandererschiffe, Sandweg 36, ✉ 19	[481, 1389, 797, 1421]
directory-entry: Rietzke, Aug., Zollbeamter, Schmuckstr. 18, ✉ 4	[153, 831, 455, 847]
directory-entry: — F., Schuhm., Sternstr. 63, H. 2, ✉ 6	[803, 1028, 1040, 1044]
